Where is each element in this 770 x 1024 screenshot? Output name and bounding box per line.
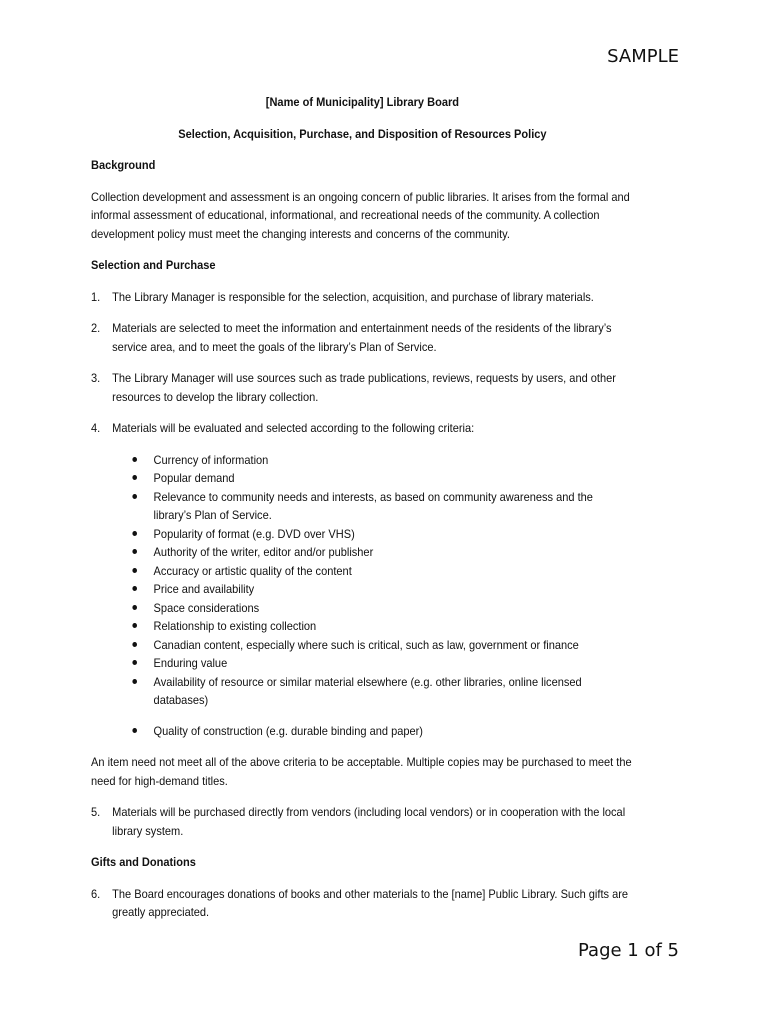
bullet-icon — [132, 531, 137, 536]
bullet-icon — [132, 642, 137, 647]
item-text: The Library Manager is responsible for the selection, acquisition, and purchase of library materials. — [112, 289, 594, 304]
page-number: Page 1 of 5 — [578, 940, 679, 961]
item-text: Materials will be purchased directly from vendors (including local vendors) or in cooperation with the local library system. — [112, 805, 626, 838]
document-subtitle: Selection, Acquisition, Purchase, and Disposition of Resources Policy — [178, 126, 547, 141]
numbered-item — [91, 369, 634, 406]
bullet-icon — [132, 475, 137, 480]
criteria-item: Availability of resource or similar material elsewhere (e.g. other libraries, online licensed databases) — [154, 673, 634, 710]
criteria-list — [91, 451, 634, 741]
item-number: 2. — [91, 321, 101, 335]
bullet-icon — [132, 728, 137, 733]
criteria-item: Canadian content, especially where such is critical, such as law, government or finance — [154, 636, 634, 655]
bullet-icon — [132, 623, 137, 628]
item-number: 6. — [91, 886, 101, 901]
sample-watermark: SAMPLE — [607, 46, 679, 67]
criteria-item: Popular demand — [154, 469, 634, 488]
background-heading: Background — [91, 158, 156, 172]
criteria-item: Price and availability — [154, 580, 634, 599]
numbered-item — [91, 419, 634, 438]
item-number: 5. — [91, 805, 101, 819]
item-number: 4. — [91, 421, 101, 435]
bullet-icon — [132, 605, 137, 610]
document-body — [91, 93, 634, 935]
bullet-icon — [132, 568, 137, 573]
item-text: The Library Manager will use sources such as trade publications, reviews, requests by users, and other resources to develop the library collection. — [112, 371, 616, 404]
numbered-item — [91, 319, 634, 356]
bullet-icon — [132, 660, 137, 665]
document-title: [Name of Municipality] Library Board — [265, 95, 460, 109]
criteria-item: Currency of information — [154, 451, 634, 470]
criteria-item: Relationship to existing collection — [154, 617, 634, 636]
criteria-item: Space considerations — [154, 599, 634, 618]
bullet-icon — [132, 549, 137, 554]
criteria-item: Enduring value — [154, 654, 634, 673]
criteria-item: Relevance to community needs and interests, as based on community awareness and the library’s Plan of Service. — [154, 488, 634, 525]
numbered-item — [91, 885, 634, 922]
criteria-item: Authority of the writer, editor and/or publisher — [154, 543, 634, 562]
bullet-icon — [132, 457, 137, 462]
numbered-item — [91, 288, 634, 307]
item-number: 1. — [91, 289, 101, 304]
criteria-item: Popularity of format (e.g. DVD over VHS) — [154, 525, 634, 544]
criteria-item: Quality of construction (e.g. durable binding and paper) — [154, 722, 634, 741]
bullet-icon — [132, 679, 137, 684]
item-number: 3. — [91, 371, 101, 385]
gifts-heading: Gifts and Donations — [91, 855, 196, 869]
item-text: Materials are selected to meet the information and entertainment needs of the residents of the library’s service area, and to meet the goals of the library’s Plan of Service. — [112, 321, 612, 354]
item-text: The Board encourages donations of books and other materials to the [name] Public Library. Such gifts are greatly appreciated. — [112, 886, 629, 919]
criteria-note: An item need not meet all of the above criteria to be acceptable. Multiple copies may be purchased to meet the need for high-demand titles. — [91, 755, 632, 788]
numbered-item — [91, 803, 634, 840]
criteria-item: Accuracy or artistic quality of the content — [154, 562, 634, 581]
selection-heading: Selection and Purchase — [91, 258, 216, 272]
background-paragraph: Collection development and assessment is an ongoing concern of public libraries. It arises from the formal and informal assessment of educational, informational, and recreational needs of the community. A collection development policy must meet the changing interests and concerns of the community. — [91, 189, 630, 241]
bullet-icon — [132, 586, 137, 591]
item-text: Materials will be evaluated and selected according to the following criteria: — [112, 421, 475, 435]
bullet-icon — [132, 494, 137, 499]
